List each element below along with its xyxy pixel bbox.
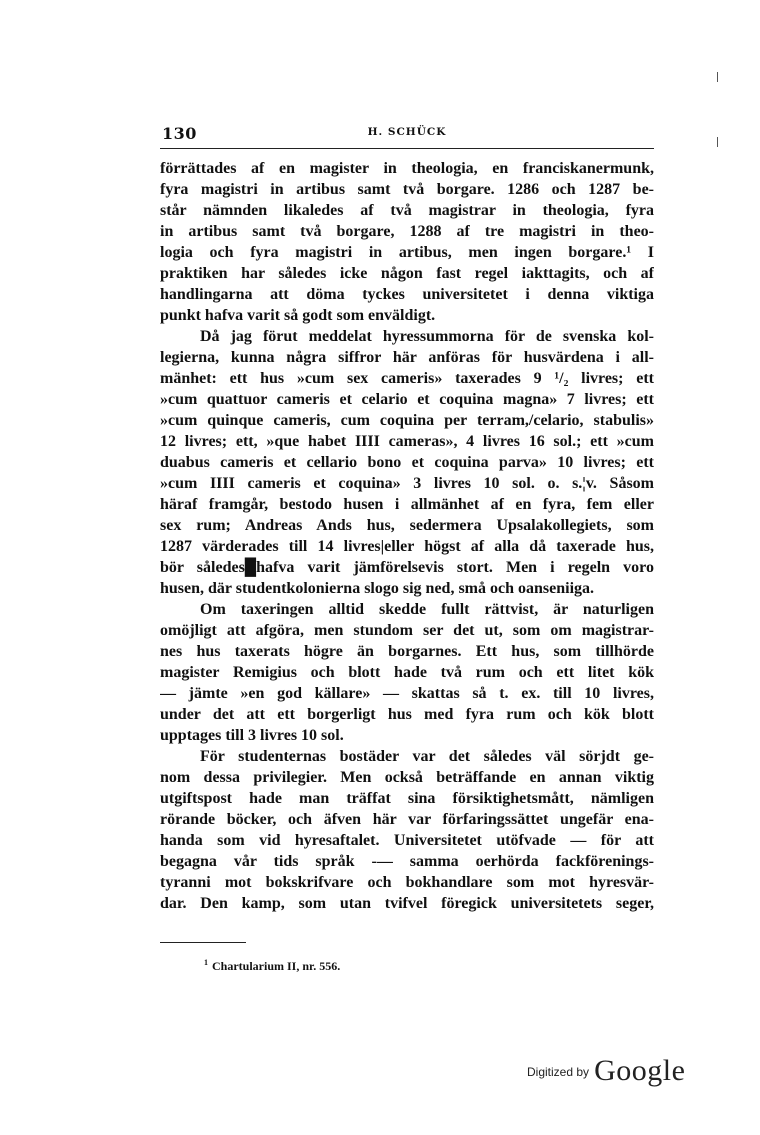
text-line: handlingarna att döma tyckes universitetet i denna viktiga [160, 286, 654, 303]
text-line: upptages till 3 livres 10 sol. [160, 727, 344, 744]
text-line: Då jag förut meddelat hyressummorna för de svenska kol- [200, 328, 654, 345]
footnote-marker: 1 [204, 958, 208, 967]
text-line: Om taxeringen alltid skedde fullt rättvist, är naturligen [200, 601, 654, 618]
text-line: utgiftspost hade man träffat sina försiktighetsmått, nämligen [160, 790, 654, 807]
text-line: »cum quattuor cameris et celario et coquina magna» 7 livres; ett [160, 391, 654, 408]
text-line: bör således█hafva varit jämförelsevis stort. Men i regeln voro [160, 559, 654, 576]
digitized-watermark [527, 1054, 685, 1088]
body-text [160, 158, 654, 914]
page-header [160, 122, 654, 149]
text-line: mänhet: ett hus »cum sex cameris» taxerades 9 ¹/₂ livres; ett [160, 370, 654, 387]
text-line: — jämte »en god källare» — skattas så t. ex. till 10 livres, [160, 685, 654, 702]
text-line: »cum IIII cameris et coquina» 3 livres 10 sol. o. s.¦v. Såsom [160, 475, 654, 492]
text-line: husen, där studentkolonierna slogo sig ned, små och oanseniiga. [160, 580, 595, 597]
text-line: duabus cameris et cellario bono et coquina parva» 10 livres; ett [160, 454, 654, 471]
text-line: punkt hafva varit så godt som enväldigt. [160, 307, 436, 324]
text-line: rörande böcker, och äfven här var förfaringssättet ungefär ena- [160, 811, 654, 828]
google-logo: Google [594, 1054, 686, 1087]
text-line: För studenternas bostäder var det således väl sörjdt ge- [200, 748, 654, 765]
footnote-divider [160, 942, 246, 943]
text-line: dar. Den kamp, som utan tvifvel föregick universitetets seger, [160, 895, 654, 912]
watermark-prefix: Digitized by [527, 1065, 590, 1079]
text-line: logia och fyra magistri in artibus, men ingen borgare.¹ I [160, 244, 654, 261]
text-line: nom dessa privilegier. Men också beträffande en annan viktig [160, 769, 654, 786]
text-line: legierna, kunna några siffror här anföras för husvärdena i all- [160, 349, 654, 366]
page-number: 130 [162, 124, 197, 143]
text-line: in artibus samt två borgare, 1288 af tre magistri in theo- [160, 223, 654, 240]
scan-edge-mark [717, 72, 718, 82]
text-line: praktiken har således icke någon fast regel iakttagits, och af [160, 265, 654, 282]
text-line: omöjligt att afgöra, men stundom ser det ut, som om magistrar- [160, 622, 654, 639]
text-line: handa som vid hyresaftalet. Universitetet utöfvade — för att [160, 832, 654, 849]
text-line: begagna vår tids språk -— samma oerhörda fackförenings- [160, 853, 654, 870]
text-line: nes hus taxerats högre än borgarnes. Ett hus, som tillhörde [160, 643, 654, 660]
text-line: häraf framgår, bestodo husen i allmänhet af en fyra, fem eller [160, 496, 654, 513]
running-title: H. SCHÜCK [367, 126, 447, 138]
text-line: under det att ett borgerligt hus med fyra rum och kök blott [160, 706, 654, 723]
text-line: står nämnden likaledes af två magistrar in theologia, fyra [160, 202, 654, 219]
footnote [204, 958, 340, 974]
text-line: sex rum; Andreas Ands hus, sedermera Upsalakollegiets, som [160, 517, 654, 534]
text-line: fyra magistri in artibus samt två borgare. 1286 och 1287 be- [160, 181, 654, 198]
scan-edge-mark [717, 137, 718, 147]
text-line: 12 livres; ett, »que habet IIII cameras», 4 livres 16 sol.; ett »cum [160, 433, 654, 450]
text-line: magister Remigius och blott hade två rum och ett litet kök [160, 664, 654, 681]
footnote-text: Chartularium II, nr. 556. [212, 959, 341, 973]
text-line: »cum quinque cameris, cum coquina per terram,/celario, stabulis» [160, 412, 654, 429]
text-line: tyranni mot bokskrifvare och bokhandlare som mot hyresvär- [160, 874, 654, 891]
text-line: förrättades af en magister in theologia, en franciskanermunk, [160, 160, 654, 177]
text-line: 1287 värderades till 14 livres|eller högst af alla då taxerade hus, [160, 538, 654, 555]
